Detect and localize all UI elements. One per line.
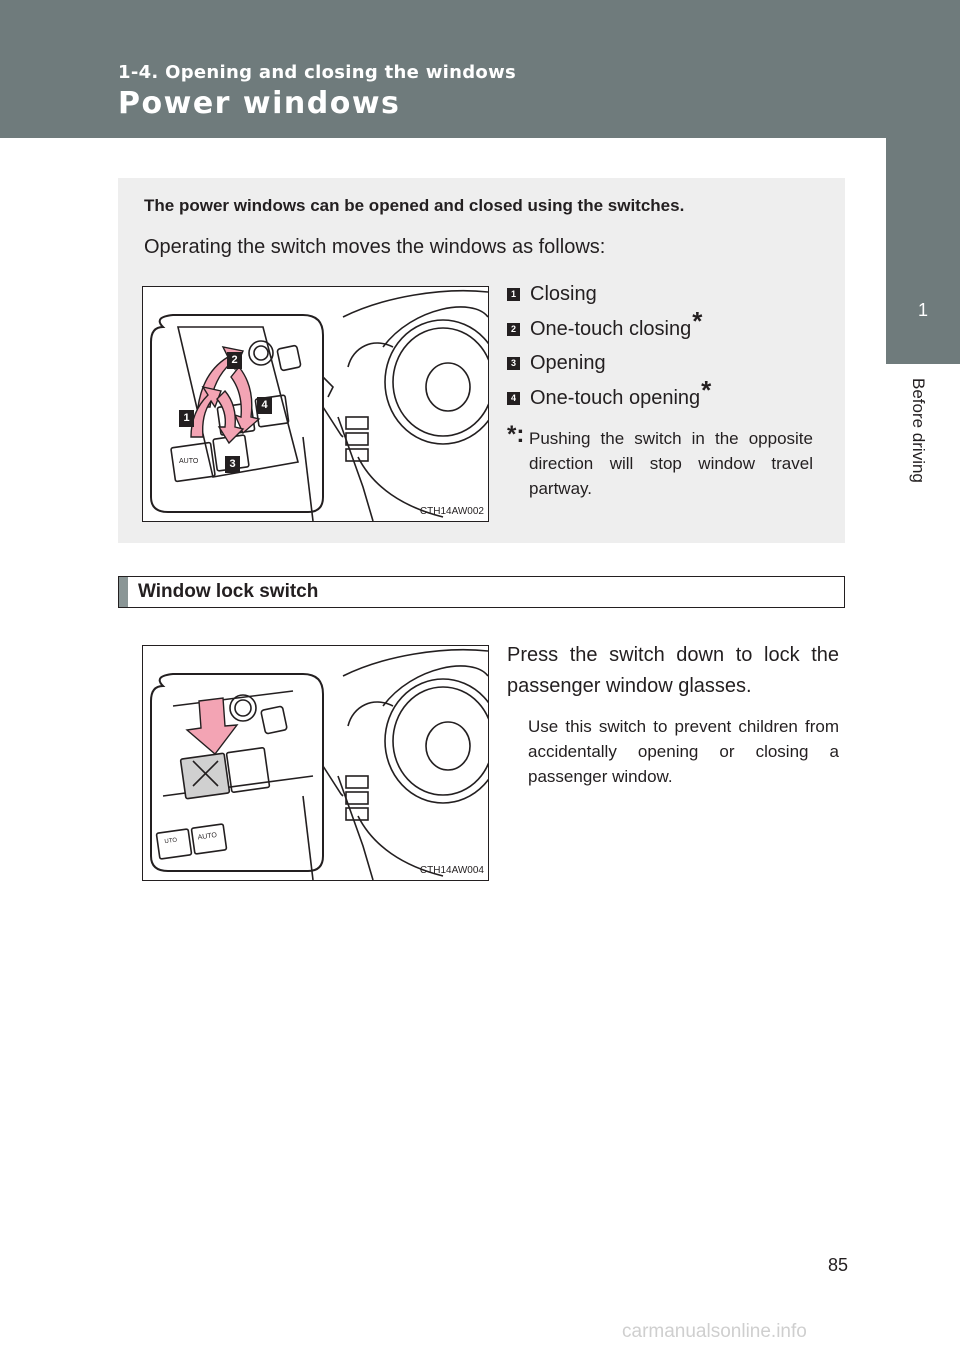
- page-header: [0, 0, 960, 138]
- auto-label: AUTO: [179, 458, 199, 465]
- callout-4: 4: [257, 395, 272, 414]
- power-window-switch-figure: [142, 286, 489, 522]
- legend-item: [507, 281, 597, 307]
- window-lock-figure: [142, 645, 489, 881]
- legend-item: [507, 306, 703, 342]
- lock-switch-illustration: [143, 646, 488, 880]
- section-label: 1-4. Opening and closing the windows: [118, 62, 517, 83]
- switch-illustration: [143, 287, 488, 521]
- legend-number: 3: [507, 357, 520, 370]
- legend-label: One-touch closing: [530, 317, 692, 340]
- chapter-tab: [886, 138, 960, 364]
- callout-3: 3: [225, 454, 240, 473]
- chapter-label: Before driving: [909, 378, 928, 483]
- legend-item: [507, 375, 712, 411]
- legend-label: Closing: [530, 282, 597, 305]
- legend-number: 2: [507, 323, 520, 336]
- figure-code: CTH14AW004: [419, 865, 484, 876]
- footnote-star: *: [692, 306, 703, 336]
- figure-code: CTH14AW002: [419, 506, 484, 517]
- footnote-mark: *:: [507, 421, 525, 448]
- usage-note: Use this switch to prevent children from accidentally opening or closing a passenger window.: [528, 717, 839, 786]
- legend-label: Opening: [530, 351, 606, 374]
- callout-2: 2: [227, 350, 242, 369]
- legend-number: 4: [507, 392, 520, 405]
- footnote: [507, 421, 813, 501]
- intro-text: Operating the switch moves the windows as follows:: [144, 236, 606, 258]
- press-instruction: Press the switch down to lock the passenger window glasses.: [507, 644, 839, 697]
- heading-text: Window lock switch: [138, 581, 319, 602]
- heading-bar: [119, 577, 128, 607]
- svg-text:UTO: UTO: [164, 837, 178, 846]
- svg-text:AUTO: AUTO: [197, 831, 218, 842]
- intro-bold-text: The power windows can be opened and closed using the switches.: [144, 196, 685, 215]
- legend-number: 1: [507, 288, 520, 301]
- chapter-number: 1: [917, 300, 928, 320]
- page-number: 85: [828, 1255, 849, 1275]
- footnote-text: Pushing the switch in the opposite direction will stop window travel partway.: [529, 429, 813, 498]
- callout-1: 1: [179, 408, 194, 427]
- legend-item: [507, 350, 606, 376]
- legend-label: One-touch opening: [530, 386, 701, 409]
- page-title: Power windows: [118, 86, 401, 121]
- window-lock-heading: [118, 576, 845, 608]
- watermark: carmanualsonline.info: [622, 1321, 807, 1342]
- footnote-star: *: [701, 375, 712, 405]
